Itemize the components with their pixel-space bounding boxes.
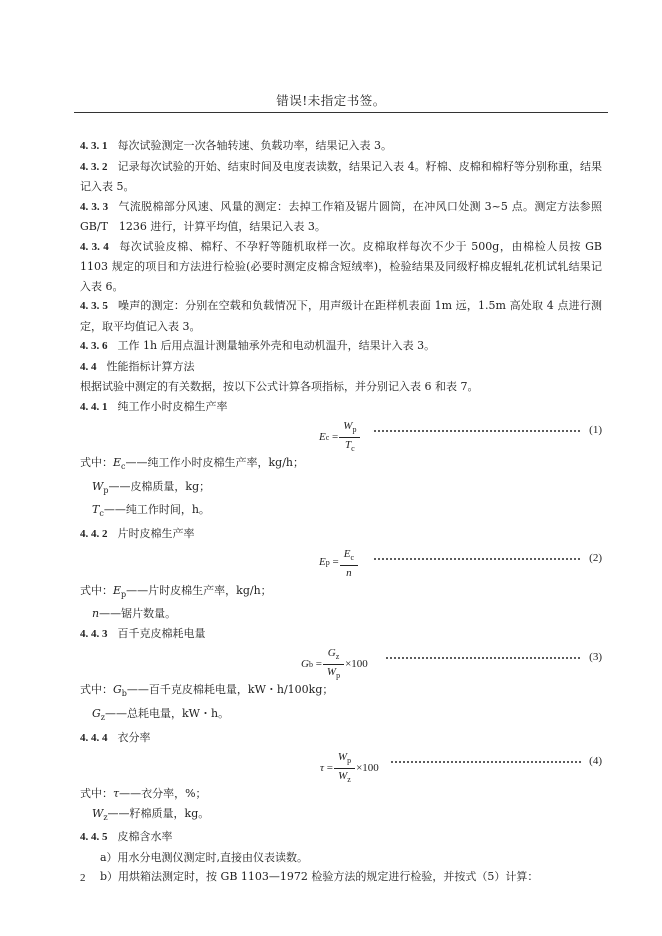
fraction [325, 646, 342, 683]
where-line [80, 680, 602, 704]
where-label: 式中： [80, 456, 113, 469]
def-var: G [92, 706, 101, 720]
clause-text: 气流脱棉部分风速、风量的测定：去掉工作箱及锯片圆筒，在冲风口处测 3~5 点。测定方法参照 GB/T 1236 进行，计算平均值，结果记入表 3。 [80, 199, 602, 233]
document-body [80, 136, 602, 887]
def-text: ——皮棉质量，kg； [108, 479, 211, 493]
formula-1 [80, 417, 602, 453]
clause-number: 4. 4. 4 [80, 731, 108, 744]
denominator [343, 438, 357, 456]
formula-expression: G b = $\frac{G_z}{W_p}$ ×100 [301, 646, 368, 683]
header-rule [74, 112, 608, 113]
page-number: 2 [80, 872, 86, 884]
multiplier: ×100 [356, 762, 379, 775]
def-sub: p [103, 485, 109, 495]
where-line [80, 581, 602, 605]
intro-text: 根据试验中测定的有关数据，按以下公式计算各项指标，并分别记入表 6 和表 7。 [80, 380, 479, 393]
def-sub: z [103, 812, 108, 822]
where-line [80, 804, 602, 828]
formula-expression: E p = $\frac{E_c}{n}$ [319, 547, 359, 580]
def-text: ——纯工作时间，h。 [103, 503, 210, 517]
clause-4-3-5 [80, 296, 602, 336]
formula-lhs-sub: c [325, 432, 330, 442]
clause-4-4-4 [80, 728, 602, 749]
numerator-sub: z [335, 652, 340, 662]
clause-4-3-3 [80, 197, 602, 237]
clause-number: 4. 4. 1 [80, 400, 108, 413]
clause-text: 每次试验皮棉、棉籽、不孕籽等随机取样一次。皮棉取样每次不少于 500g，由棉检人员按 GB 1103 规定的项目和方法进行检验(必要时测定皮棉含短绒率)，检验结果及同级籽棉皮辊轧花机试轧结果记入表 6。 [80, 239, 603, 293]
where-line [80, 500, 602, 524]
formula-3 [80, 644, 602, 680]
list-item: a）用水分电测仪测定时,直接由仪表读数。 [100, 850, 309, 864]
fraction [342, 547, 356, 580]
formula-lhs-sub: p [325, 558, 330, 568]
equation-number: (2) [589, 551, 602, 564]
denominator-sub: z [347, 775, 351, 785]
clause-number: 4. 3. 1 [80, 140, 108, 152]
denominator-var: T [345, 439, 352, 452]
numerator [342, 547, 356, 565]
def-sub: b [121, 689, 127, 699]
clause-title: 皮棉含水率 [117, 830, 173, 844]
fraction [336, 750, 353, 787]
def-var: W [92, 479, 104, 493]
def-text: ——总耗电量，kW・h。 [105, 706, 230, 720]
equation-number: (1) [589, 424, 602, 436]
formula-lhs: G [301, 658, 309, 671]
where-label: 式中： [80, 787, 113, 801]
formula-lhs-sub: b [308, 660, 313, 670]
dot-leader [373, 554, 581, 564]
formula-lhs: τ [320, 762, 324, 775]
fraction [341, 419, 358, 456]
clause-title: 衣分率 [117, 730, 151, 744]
clause-number: 4. 4. 2 [80, 528, 108, 541]
where-line [80, 453, 602, 477]
clause-number: 4. 3. 2 [80, 160, 108, 173]
def-sub: z [100, 713, 106, 723]
dot-leader [390, 757, 581, 767]
denominator [336, 769, 353, 787]
clause-number: 4. 3. 5 [80, 300, 108, 312]
numerator-var: W [337, 751, 348, 764]
numerator-var: W [343, 420, 353, 432]
def-var: τ [113, 787, 120, 801]
def-text: ——衣分率，%； [119, 787, 207, 801]
def-text: ——籽棉质量，kg。 [107, 806, 210, 820]
def-var: E [113, 456, 122, 469]
def-text: ——片时皮棉生产率，kg/h； [126, 583, 272, 597]
denominator-var: W [326, 666, 337, 679]
clause-4-4-5 [80, 827, 602, 848]
numerator-sub: c [350, 552, 354, 562]
where-label: 式中： [80, 583, 113, 597]
denominator-var: W [338, 770, 348, 783]
clause-4-4-3 [80, 624, 602, 645]
clause-text: 性能指标计算方法 [106, 359, 195, 373]
def-var: T [92, 503, 100, 517]
multiplier: ×100 [345, 658, 368, 671]
denominator-sub: c [351, 444, 355, 454]
numerator [341, 419, 358, 437]
clause-text: 噪声的测定：分别在空载和负载情况下，用声级计在距样机表面 1m 远，1.5m 高处取 4 点进行测定，取平均值记入表 3。 [80, 299, 602, 333]
clause-4-4-2 [80, 524, 602, 545]
def-var: n [92, 607, 100, 621]
numerator [326, 646, 342, 664]
def-text: ——百千克皮棉耗电量，kW・h/100kg； [126, 683, 334, 697]
where-label: 式中： [80, 683, 113, 697]
clause-title: 片时皮棉生产率 [117, 527, 195, 541]
equation-number: (4) [589, 755, 602, 768]
dot-leader [373, 426, 581, 436]
clause-4-4-1 [80, 397, 602, 418]
denominator [325, 665, 342, 683]
clause-number: 4. 4. 3 [80, 627, 108, 640]
def-sub: c [121, 462, 126, 472]
clause-4-3-2 [80, 157, 602, 197]
clause-number: 4. 4 [80, 360, 97, 373]
formula-4 [80, 748, 602, 784]
clause-4-3-1 [80, 136, 602, 157]
formula-2 [80, 545, 602, 581]
def-text: ——纯工作小时皮棉生产率，kg/h； [125, 456, 305, 469]
denominator-var: n [346, 566, 352, 579]
formula-expression: τ = $\frac{W_p}{W_z}$ ×100 [320, 750, 379, 787]
clause-text: 记录每次试验的开始、结束时间及电度表读数，结果记入表 4。籽棉、皮棉和棉籽等分别称重，结果记入表 5。 [80, 159, 602, 193]
formula-lhs: E [319, 430, 326, 443]
where-line [80, 477, 602, 501]
numerator-var: G [327, 647, 336, 660]
def-sub: p [121, 589, 127, 599]
numerator-sub: p [347, 756, 352, 766]
def-var: E [113, 583, 122, 597]
numerator [336, 750, 353, 768]
clause-title: 纯工作小时皮棉生产率 [117, 399, 228, 413]
denominator [344, 566, 354, 580]
def-var: W [92, 806, 104, 820]
page-header: 错误!未指定书签。 [276, 93, 386, 108]
section-4-4-heading [80, 357, 602, 378]
formula-expression: E c = $\frac{W_p}{T_c}$ [319, 419, 361, 456]
def-var: G [113, 683, 122, 697]
clause-number: 4. 4. 5 [80, 831, 108, 844]
where-line [80, 704, 602, 728]
clause-number: 4. 3. 3 [80, 200, 109, 213]
where-line [80, 604, 602, 624]
denominator-sub: p [336, 671, 341, 681]
clause-text: 工作 1h 后用点温计测量轴承外壳和电动机温升，结果计入表 3。 [117, 339, 436, 352]
numerator-var: E [343, 547, 351, 560]
def-text: ——锯片数量。 [99, 607, 177, 621]
list-item: b）用烘箱法测定时，按 GB 1103—1972 检验方法的规定进行检验，并按式（5）计算： [100, 870, 539, 884]
dot-leader [385, 653, 581, 663]
clause-4-3-6 [80, 336, 602, 357]
clause-number: 4. 3. 6 [80, 340, 108, 352]
clause-text: 每次试验测定一次各轴转速、负载功率，结果记入表 3。 [117, 139, 392, 152]
clause-title: 百千克皮棉耗电量 [117, 626, 206, 640]
equation-number: (3) [589, 651, 602, 664]
clause-number: 4. 3. 4 [80, 240, 109, 253]
formula-lhs: E [319, 556, 326, 569]
def-sub: c [99, 509, 104, 519]
numerator-sub: p [352, 425, 357, 435]
clause-4-3-4 [80, 237, 602, 297]
